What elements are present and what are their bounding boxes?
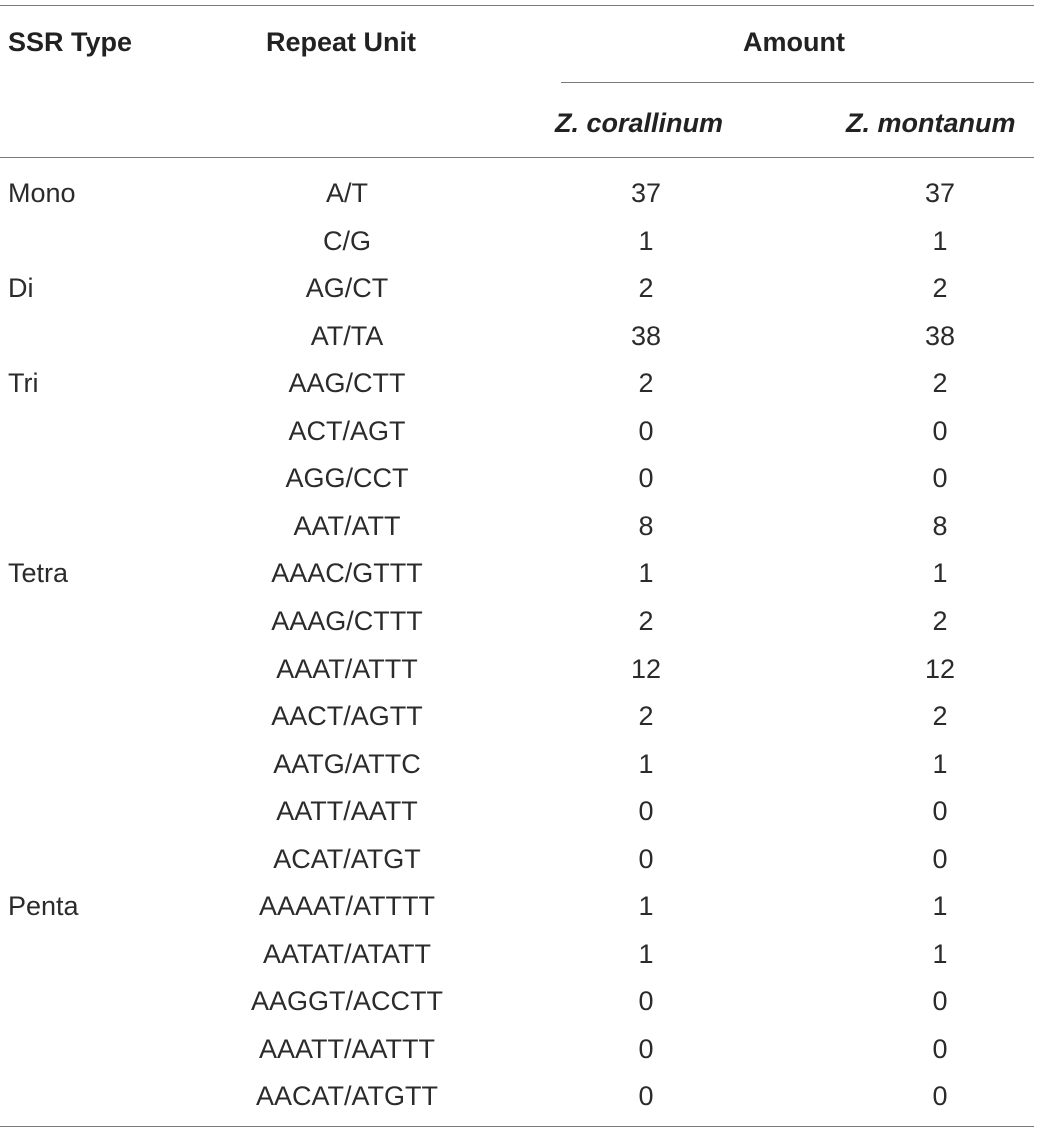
repeat-unit-cell: AGG/CCT: [285, 463, 409, 494]
z-montanum-amount-cell: 1: [932, 938, 948, 969]
z-corallinum-amount-cell: 1: [638, 225, 654, 256]
table-row: [0, 883, 1040, 930]
ssr-type-cell: Mono: [8, 178, 76, 208]
repeat-unit-cell: AAGGT/ACCTT: [250, 986, 443, 1017]
z-corallinum-amount-cell: 0: [638, 796, 654, 827]
z-montanum-amount-cell: 37: [924, 178, 956, 208]
table-row: [0, 408, 1040, 455]
table-row: [0, 741, 1040, 788]
z-montanum-amount-cell: 1: [932, 225, 948, 256]
z-corallinum-amount-cell: 0: [638, 463, 654, 494]
z-montanum-amount-cell: 38: [924, 320, 956, 351]
z-montanum-amount-cell: 8: [932, 510, 948, 541]
z-corallinum-amount-cell: 8: [638, 510, 654, 541]
table-bottom-rule: [0, 1126, 1034, 1127]
repeat-unit-cell: AACT/AGTT: [271, 701, 423, 732]
ssr-type-cell: Tri: [8, 368, 39, 399]
amount-spanner-rule: [561, 82, 1034, 83]
z-corallinum-amount-cell: 1: [638, 938, 654, 969]
table-row: [0, 313, 1040, 360]
z-corallinum-amount-cell: 0: [638, 1081, 654, 1112]
table-top-rule: [0, 5, 1034, 6]
header-repeat-unit: Repeat Unit: [266, 27, 417, 57]
repeat-unit-cell: ACT/AGT: [288, 415, 406, 446]
table-row: [0, 360, 1040, 407]
repeat-unit-cell: AT/TA: [310, 320, 384, 351]
z-montanum-amount-cell: 0: [932, 986, 948, 1017]
table-row: [0, 978, 1040, 1025]
z-corallinum-amount-cell: 1: [638, 558, 654, 589]
ssr-type-cell: Penta: [8, 891, 79, 922]
z-montanum-amount-cell: 1: [932, 748, 948, 779]
z-corallinum-amount-cell: 2: [638, 605, 654, 636]
repeat-unit-cell: AAG/CTT: [288, 368, 406, 399]
table-row: [0, 931, 1040, 978]
table-row: [0, 170, 1040, 217]
repeat-unit-cell: AAAG/CTTT: [271, 605, 423, 636]
z-corallinum-amount-cell: 2: [638, 368, 654, 399]
z-corallinum-amount-cell: 0: [638, 415, 654, 446]
repeat-unit-cell: AAAT/ATTT: [276, 653, 418, 684]
table-row: [0, 1026, 1040, 1073]
z-montanum-amount-cell: 0: [932, 843, 948, 874]
header-z-corallinum: Z. corallinum: [555, 108, 724, 138]
repeat-unit-cell: AATG/ATTC: [273, 748, 421, 779]
z-montanum-amount-cell: 12: [924, 653, 956, 684]
header-ssr-type: SSR Type: [8, 27, 133, 57]
repeat-unit-cell: AACAT/ATGTT: [256, 1081, 438, 1112]
header-z-montanum: Z. montanum: [846, 108, 1016, 138]
z-corallinum-amount-cell: 0: [638, 986, 654, 1017]
table-row: [0, 1073, 1040, 1120]
table-row: [0, 218, 1040, 265]
z-corallinum-amount-cell: 38: [630, 320, 662, 351]
z-montanum-amount-cell: 0: [932, 415, 948, 446]
table-row: [0, 455, 1040, 502]
z-montanum-amount-cell: 0: [932, 463, 948, 494]
header-bottom-rule: [0, 157, 1034, 158]
z-corallinum-amount-cell: 37: [630, 178, 662, 208]
table-row: [0, 693, 1040, 740]
z-corallinum-amount-cell: 12: [630, 653, 662, 684]
z-corallinum-amount-cell: 0: [638, 1033, 654, 1064]
z-corallinum-amount-cell: 0: [638, 843, 654, 874]
table-row: [0, 836, 1040, 883]
z-corallinum-amount-cell: 1: [638, 891, 654, 922]
table-row: [0, 265, 1040, 312]
z-montanum-amount-cell: 1: [932, 558, 948, 589]
z-montanum-amount-cell: 1: [932, 891, 948, 922]
z-montanum-amount-cell: 0: [932, 1081, 948, 1112]
repeat-unit-cell: AAAAT/ATTTT: [258, 891, 435, 922]
repeat-unit-cell: AATT/AATT: [276, 796, 418, 827]
repeat-unit-cell: AAT/ATT: [293, 510, 401, 541]
z-corallinum-amount-cell: 2: [638, 273, 654, 304]
z-corallinum-amount-cell: 2: [638, 701, 654, 732]
repeat-unit-cell: AATAT/ATATT: [263, 938, 431, 969]
z-montanum-amount-cell: 0: [932, 796, 948, 827]
repeat-unit-cell: AAAC/GTTT: [271, 558, 423, 589]
table-row: [0, 646, 1040, 693]
z-montanum-amount-cell: 2: [932, 701, 948, 732]
header-amount: Amount: [743, 27, 845, 57]
z-montanum-amount-cell: 0: [932, 1033, 948, 1064]
repeat-unit-cell: AAATT/AATTT: [258, 1033, 435, 1064]
repeat-unit-cell: ACAT/ATGT: [273, 843, 421, 874]
ssr-type-cell: Di: [8, 273, 34, 304]
table-row: [0, 788, 1040, 835]
z-corallinum-amount-cell: 1: [638, 748, 654, 779]
ssr-type-cell: Tetra: [8, 558, 69, 589]
table-row: [0, 598, 1040, 645]
repeat-unit-cell: C/G: [322, 225, 371, 256]
z-montanum-amount-cell: 2: [932, 273, 948, 304]
table-row: [0, 550, 1040, 597]
z-montanum-amount-cell: 2: [932, 368, 948, 399]
repeat-unit-cell: AG/CT: [305, 273, 389, 304]
repeat-unit-cell: A/T: [325, 178, 368, 208]
table-row: [0, 503, 1040, 550]
z-montanum-amount-cell: 2: [932, 605, 948, 636]
